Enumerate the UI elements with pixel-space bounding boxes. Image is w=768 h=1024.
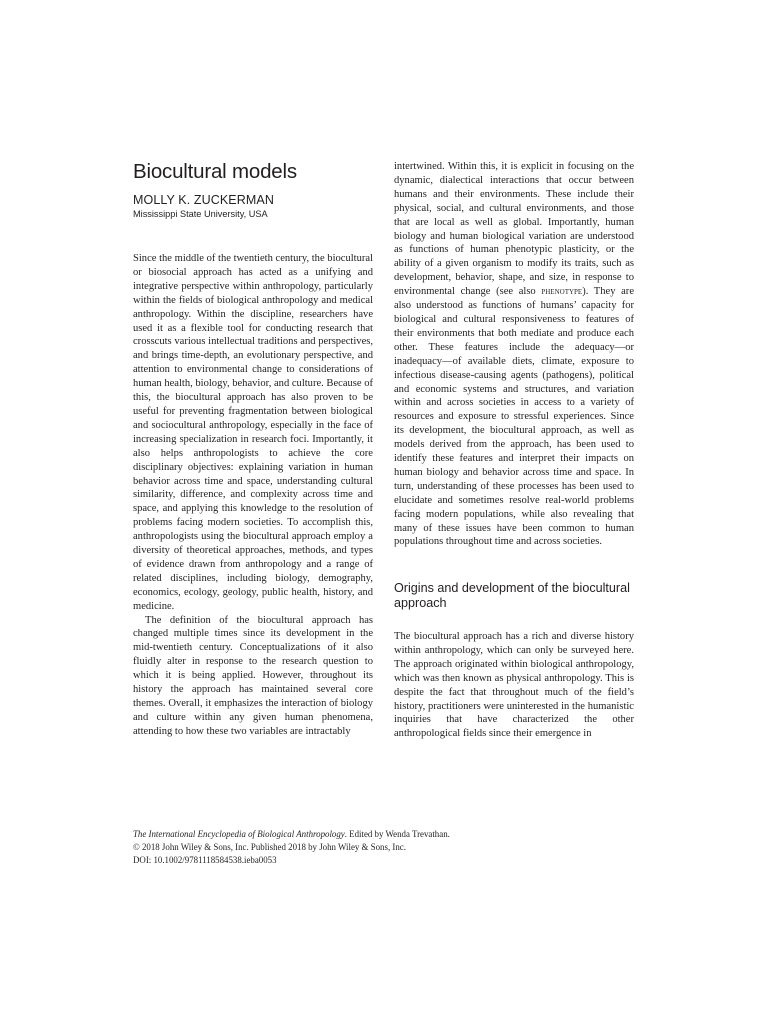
editor-text: . Edited by Wenda Trevathan.: [344, 829, 450, 839]
right-column: [394, 160, 634, 741]
body-text: intertwined. Within this, it is explicit in focusing on the dynamic, dialectical interactions that occur between humans and their environments. These include their physical, social, and cultural environments, and those that are local as well as global. Importantly, human biology and human biological variation are understood as functions of human phenotypic plasticity, or the ability of a given organism to modify its traits, such as development, behavior, shape, and size, in response to environmental change (see also: [394, 161, 634, 298]
section-heading: Origins and development of the biocultural approach: [394, 581, 630, 611]
body-paragraph: [394, 160, 634, 549]
copyright-line: © 2018 John Wiley & Sons, Inc. Published 2018 by John Wiley & Sons, Inc.: [133, 842, 406, 853]
doi-line: DOI: 10.1002/9781118584538.ieba0053: [133, 855, 277, 866]
article-title: Biocultural models: [133, 160, 297, 183]
body-text: ). They are also understood as functions of humans’ capacity for biological and cultural responsiveness to features of their environments that both mediate and produce each other. These features include the adequacy—or inadequacy—of available diets, climate, exposure to infectious disease-causing agents (pathogens), political and economic systems and structures, and variation within and across societies in access to a variety of resources and exposure to stressful experiences. Since its development, the biocultural approach, as well as models derived from the approach, has been used to identify these features and interpret their impacts on human biology and behavior across time and space. In turn, understanding of these processes has been used to elucidate and sometimes resolve real-world problems facing modern populations, while also revealing that many of these issues have been common to human populations throughout time and across societies.: [394, 286, 635, 548]
citation-line: [133, 828, 653, 841]
cross-reference-link[interactable]: phenotype: [541, 286, 583, 298]
body-paragraph: The biocultural approach has a rich and diverse history within anthropology, which can only be surveyed here. The approach originated within biological anthropology, which was then known as physical anthropology. This is despite the fact that throughout much of the field’s history, practitioners were uninterested in the humanistic inquiries that have characterized the other anthropological fields since their emergence in: [394, 630, 634, 740]
body-paragraph: The definition of the biocultural approach has changed multiple times since its development in the mid-twentieth century. Conceptualizations of it also fluidly alter in response to the research question to which it is being applied. However, throughout its history the approach has maintained several core themes. Overall, it emphasizes the interaction of biology and culture within any given human phenomena, attending to how these two variables are intractably: [133, 614, 373, 737]
author-name: MOLLY K. ZUCKERMAN: [133, 193, 274, 207]
author-affiliation: Mississippi State University, USA: [133, 209, 268, 219]
left-column: [133, 252, 373, 739]
citation-footer: [133, 828, 653, 868]
body-paragraph: Since the middle of the twentieth century, the biocultural or biosocial approach has acted as a unifying and integrative perspective within anthropology, particularly within the fields of biological anthropology and medical anthropology. Within the discipline, researchers have used it as a flexible tool for conducting research that crosscuts various intellectual traditions and perspectives, and brings time-depth, an evolutionary perspective, and attention to environmental change to considerations of human health, biology, behavior, and culture. Because of this, the biocultural approach has also proven to be useful for preventing fragmentation between biological and sociocultural anthropology, especially in the face of increasing specialization in research foci. Importantly, it also helps anthropologists to achieve the core disciplinary objectives: explaining variation in human behavior across time and space, understanding cultural similarity, difference, and complexity across time and space, and applying this knowledge to the resolution of problems facing modern societies. To accomplish this, anthropologists using the biocultural approach employ a diversity of theoretical approaches, methods, and types of evidence drawn from anthropology and a range of related disciplines, including biology, demography, economics, ecology, geology, public health, history, and medicine.: [133, 253, 373, 612]
book-title: The International Encyclopedia of Biological Anthropology: [133, 829, 345, 839]
